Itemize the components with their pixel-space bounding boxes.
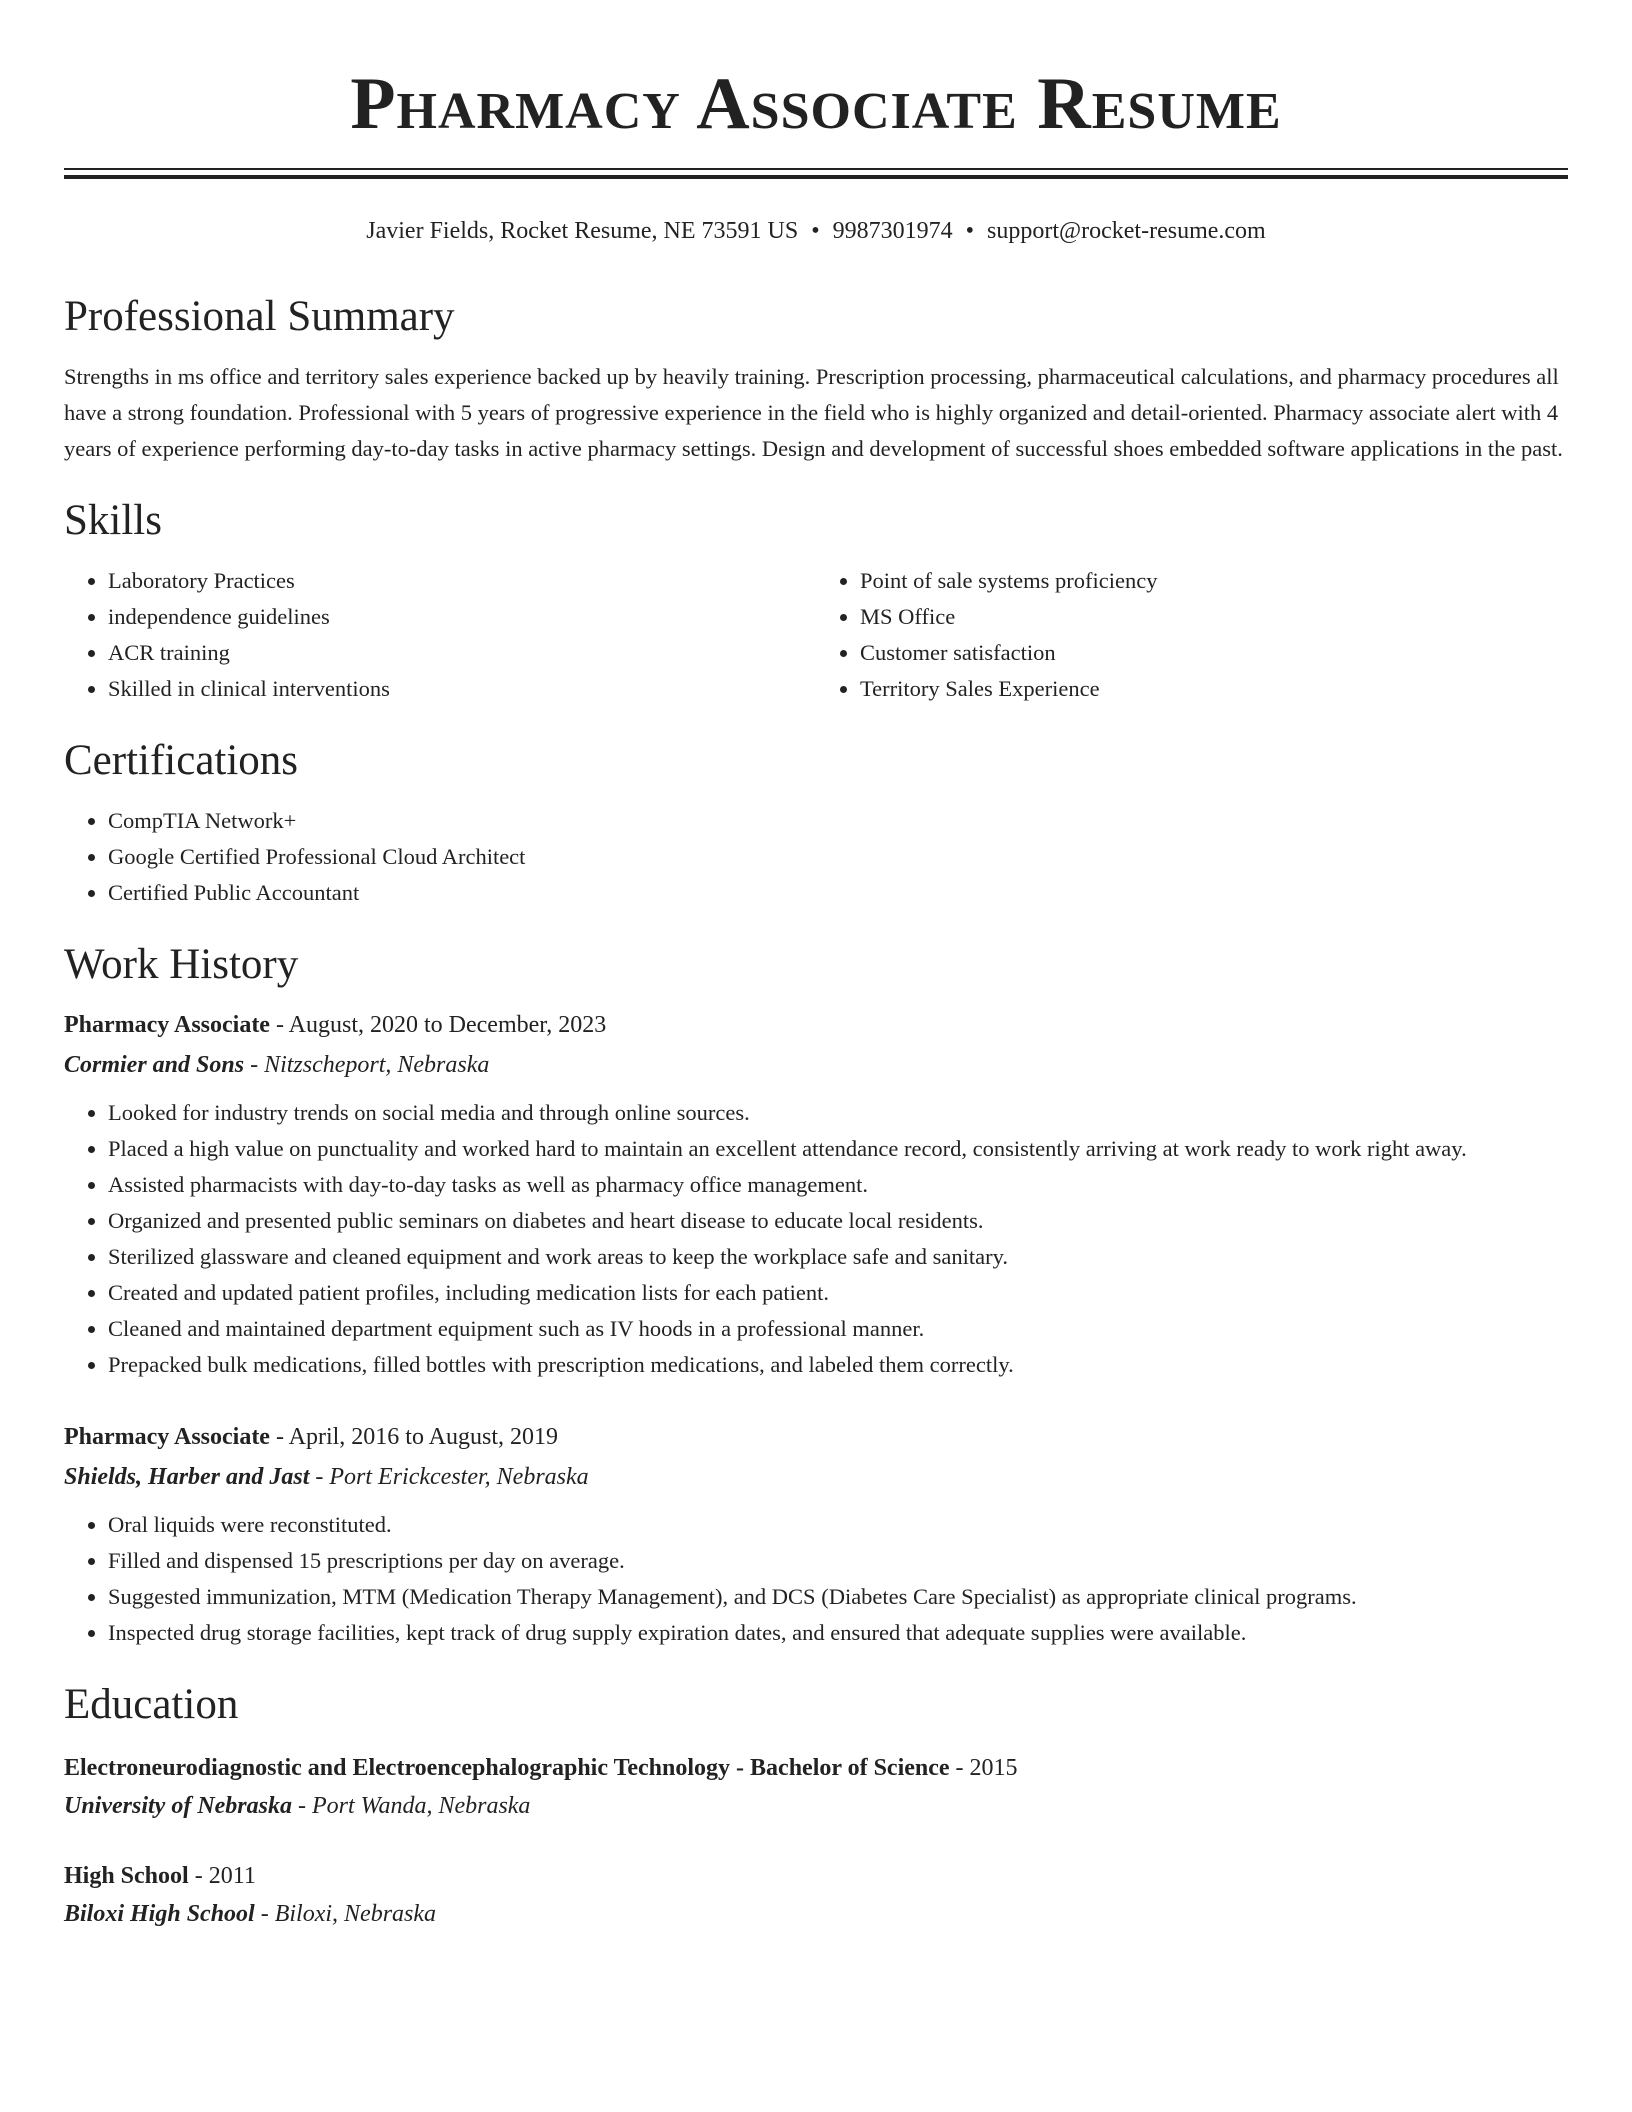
job-duty-item: • Assisted pharmacists with day-to-day tasks as well as pharmacy office management. [108,1167,1568,1203]
job-duty-item: • Looked for industry trends on social media and through online sources. [108,1095,1568,1131]
education-degree-line: Electroneurodiagnostic and Electroencephalographic Technology - Bachelor of Science - 2015 [64,1755,1018,1781]
certification-item: • Google Certified Professional Cloud Architect [108,839,1568,875]
job-company: Cormier and Sons [64,1052,245,1078]
summary-heading: Professional Summary [64,293,455,340]
skill-item: • Laboratory Practices [108,563,816,599]
job-title: Pharmacy Associate [64,1424,270,1450]
summary-text: Strengths in ms office and territory sales experience backed up by heavily training. Prescription processing, pharmaceutical calculations, and pharmacy procedures all have a strong foundation. Professional with 5 years of progressive experience in the field who is highly organized and detail-oriented. Pharmacy associate alert with 4 years of experience performing day-to-day tasks in active pharmacy settings. Design and development of successful shoes embedded software applications in the past. [64,364,1563,461]
contact-phone: 9987301974 [832,218,953,244]
job-duty-item: • Created and updated patient profiles, including medication lists for each patient. [108,1275,1568,1311]
skill-item: • MS Office [860,599,1568,635]
contact-line [64,215,1568,247]
education-degree: High School [64,1863,189,1889]
job-duty-item: • Oral liquids were reconstituted. [108,1507,1568,1543]
job-dates: April, 2016 to August, 2019 [288,1424,558,1450]
job-title-line: Pharmacy Associate - April, 2016 to August, 2019 [64,1424,558,1450]
job-dates: August, 2020 to December, 2023 [288,1012,607,1038]
contact-separator: • [811,218,820,244]
skill-item: • ACR training [108,635,816,671]
education-heading: Education [64,1681,239,1728]
education-school-line: Biloxi High School - Biloxi, Nebraska [64,1901,437,1927]
job-company: Shields, Harber and Jast [64,1464,310,1490]
skills-list-right [816,563,1568,707]
skill-item: • Territory Sales Experience [860,671,1568,707]
certification-item: • Certified Public Accountant [108,875,1568,911]
job-company-line: Shields, Harber and Jast - Port Erickcester, Nebraska [64,1464,589,1490]
job-duty-item: • Filled and dispensed 15 prescriptions per day on average. [108,1543,1568,1579]
job-duty-item: • Inspected drug storage facilities, kept track of drug supply expiration dates, and ensured that adequate supplies were available. [108,1615,1568,1651]
education-year: 2011 [208,1863,256,1889]
skill-item: • Point of sale systems proficiency [860,563,1568,599]
certifications-list [64,803,1568,911]
education-entry [64,1749,1568,1825]
certifications-heading: Certifications [64,737,299,784]
education-location: Biloxi, Nebraska [274,1901,437,1927]
job-company-line: Cormier and Sons - Nitzscheport, Nebraska [64,1052,490,1078]
job-duty-item: • Suggested immunization, MTM (Medication Therapy Management), and DCS (Diabetes Care Specialist) as appropriate clinical programs. [108,1579,1568,1615]
education-entry [64,1857,1568,1933]
job-entry [64,1417,1568,1651]
job-duty-item: • Sterilized glassware and cleaned equipment and work areas to keep the workplace safe and sanitary. [108,1239,1568,1275]
education-degree: Electroneurodiagnostic and Electroencephalographic Technology - Bachelor of Science [64,1755,950,1781]
contact-separator: • [965,218,975,244]
resume-title: Pharmacy Associate Resume [350,63,1282,145]
education-degree-line: High School - 2011 [64,1863,256,1889]
work-history-heading: Work History [64,941,299,988]
education-school: University of Nebraska [64,1793,292,1819]
job-duty-item: • Organized and presented public seminars on diabetes and heart disease to educate local residents. [108,1203,1568,1239]
job-location: Port Erickcester, Nebraska [329,1464,589,1490]
certification-item: • CompTIA Network+ [108,803,1568,839]
title-divider [64,168,1568,179]
education-school-line: University of Nebraska - Port Wanda, Nebraska [64,1793,531,1819]
skill-item: • Skilled in clinical interventions [108,671,816,707]
education-location: Port Wanda, Nebraska [311,1793,531,1819]
job-location: Nitzscheport, Nebraska [264,1052,490,1078]
education-school: Biloxi High School [64,1901,255,1927]
job-duty-item: • Cleaned and maintained department equipment such as IV hoods in a professional manner. [108,1311,1568,1347]
education-year: 2015 [969,1755,1018,1781]
job-duties-list [64,1095,1568,1383]
skill-item: • Customer satisfaction [860,635,1568,671]
skills-grid [64,563,1568,707]
job-entry [64,1005,1568,1383]
job-title: Pharmacy Associate [64,1012,270,1038]
contact-address: Javier Fields, Rocket Resume, NE 73591 US [366,218,799,244]
skills-list-left [64,563,816,707]
job-duty-item: • Placed a high value on punctuality and worked hard to maintain an excellent attendance record, consistently arriving at work ready to work right away. [108,1131,1568,1167]
job-duties-list [64,1507,1568,1651]
skills-heading: Skills [64,497,162,544]
job-duty-item: • Prepacked bulk medications, filled bottles with prescription medications, and labeled them correctly. [108,1347,1568,1383]
contact-email: support@rocket-resume.com [987,218,1266,244]
skill-item: • independence guidelines [108,599,816,635]
job-title-line: Pharmacy Associate - August, 2020 to December, 2023 [64,1012,607,1038]
